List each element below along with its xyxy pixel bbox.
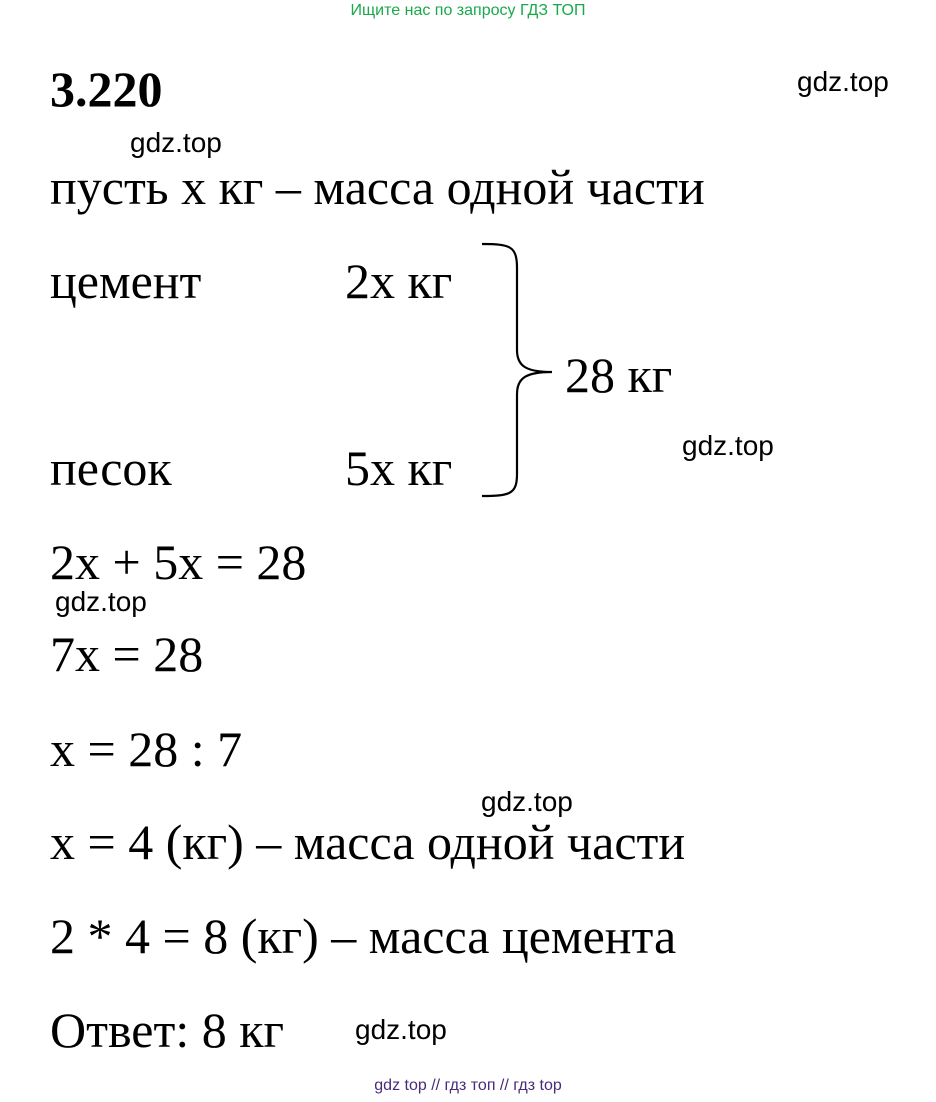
solution-intro: пусть х кг – масса одной части <box>50 159 705 215</box>
watermark-center: gdz.top <box>481 786 573 817</box>
sand-value: 5х кг <box>345 440 453 496</box>
result-one-part: х = 4 (кг) – масса одной части <box>50 814 686 870</box>
watermark-right-middle: gdz.top <box>682 430 774 461</box>
sand-label: песок <box>50 440 172 496</box>
watermark-top-right: gdz.top <box>797 66 889 97</box>
watermark-left-middle: gdz.top <box>55 586 147 617</box>
equation-3: х = 28 : 7 <box>50 721 243 777</box>
footer-banner[interactable]: gdz top // гдз топ // гдз top <box>374 1077 562 1094</box>
search-banner[interactable]: Ищите нас по запросу ГДЗ ТОП <box>350 2 586 19</box>
watermark-under-title: gdz.top <box>130 127 222 158</box>
total-mass: 28 кг <box>565 347 673 403</box>
problem-number: 3.220 <box>50 61 163 117</box>
cement-label: цемент <box>50 253 202 309</box>
result-cement: 2 * 4 = 8 (кг) – масса цемента <box>50 908 677 964</box>
equation-2: 7х = 28 <box>50 626 204 682</box>
answer: Ответ: 8 кг <box>50 1002 285 1058</box>
curly-brace-icon <box>470 238 570 503</box>
cement-value: 2х кг <box>345 253 453 309</box>
watermark-answer-side: gdz.top <box>355 1014 447 1045</box>
equation-1: 2х + 5х = 28 <box>50 534 307 590</box>
